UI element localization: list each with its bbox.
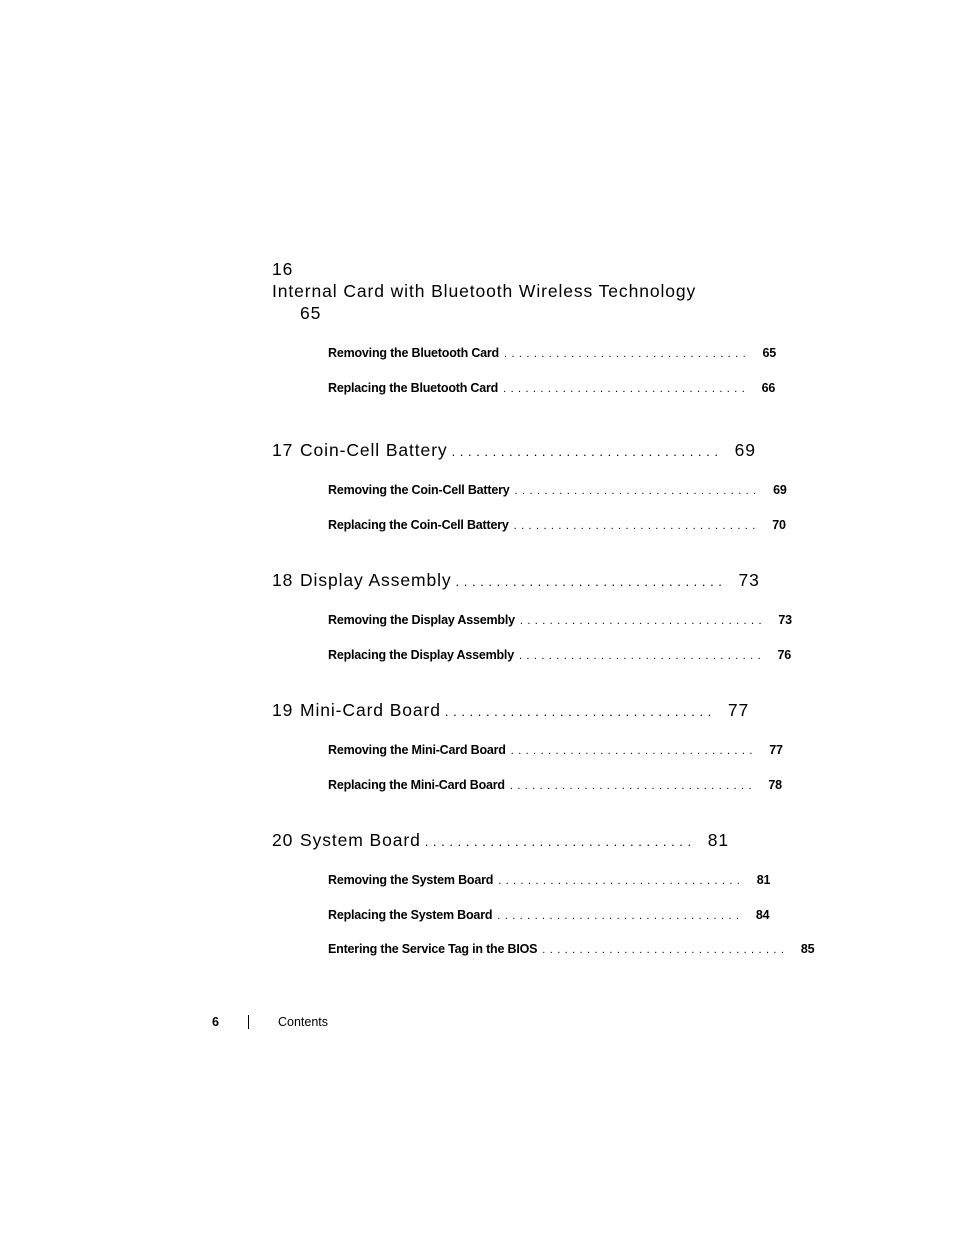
toc-chapter-link[interactable] [272, 258, 722, 324]
toc-section-link[interactable] [328, 733, 783, 768]
chapter-page: 69 [734, 440, 756, 460]
toc-chapter-link[interactable] [272, 567, 760, 593]
dot-leader: ................................. [498, 875, 745, 887]
dot-leader: ................................. [518, 649, 766, 662]
section-page: 77 [769, 743, 783, 757]
toc-sections [328, 603, 792, 672]
toc-chapter-17 [272, 437, 787, 542]
toc-sections [328, 733, 783, 802]
chapter-title: Internal Card with Bluetooth Wireless Technology [272, 281, 697, 301]
dot-leader: ................................. [514, 485, 761, 497]
toc-section-link[interactable] [328, 473, 787, 508]
chapter-page: 77 [727, 700, 750, 720]
chapter-number: 17 [272, 440, 294, 460]
dot-leader: ................................. [503, 382, 750, 395]
toc-chapter-link[interactable] [272, 697, 750, 723]
footer-divider [248, 1015, 249, 1029]
dot-leader: ................................. [542, 944, 789, 956]
toc-chapter-19 [272, 697, 783, 802]
dot-leader: ................................. [519, 615, 766, 627]
toc-section-link[interactable] [328, 371, 776, 406]
toc-section-link[interactable] [328, 336, 777, 371]
toc-chapter-link[interactable] [272, 827, 729, 853]
toc-chapter-16 [272, 258, 777, 405]
toc-section-link[interactable] [328, 638, 792, 673]
toc-section-link[interactable] [328, 898, 770, 933]
section-page: 81 [756, 873, 771, 887]
dot-leader: ................................. [497, 909, 744, 922]
dot-leader: ................................. [424, 834, 696, 849]
dot-leader: ................................. [513, 519, 760, 532]
table-of-contents [272, 258, 815, 967]
section-title: Removing the System Board [328, 873, 494, 887]
dot-leader: ................................. [444, 704, 716, 719]
toc-section-link[interactable] [328, 768, 782, 803]
dot-leader: ................................. [510, 745, 757, 757]
chapter-title: Coin-Cell Battery [300, 440, 448, 460]
chapter-page: 81 [707, 830, 729, 850]
toc-section-link[interactable] [328, 508, 786, 543]
section-title: Removing the Bluetooth Card [328, 346, 499, 360]
section-page: 69 [773, 483, 787, 497]
page-number: 6 [212, 1015, 219, 1029]
dot-leader: ................................. [455, 574, 727, 589]
toc-chapter-link[interactable] [272, 437, 756, 463]
toc-section-link[interactable] [328, 863, 771, 898]
toc-sections [328, 336, 777, 405]
dot-leader: ................................. [504, 348, 751, 360]
footer-section-name: Contents [278, 1015, 329, 1029]
section-page: 70 [772, 517, 786, 532]
chapter-number: 19 [272, 700, 294, 720]
section-page: 78 [768, 777, 782, 792]
section-page: 76 [777, 647, 792, 662]
toc-sections [328, 863, 815, 967]
section-page: 84 [755, 907, 770, 922]
chapter-number: 20 [272, 830, 294, 850]
section-title: Removing the Mini-Card Board [328, 743, 506, 757]
chapter-number: 16 [272, 259, 294, 279]
dot-leader: ................................. [509, 779, 756, 792]
section-title: Replacing the System Board [328, 907, 493, 922]
section-page: 73 [778, 613, 792, 627]
section-page: 66 [761, 380, 776, 395]
section-title: Replacing the Coin-Cell Battery [328, 517, 509, 532]
section-title: Replacing the Mini-Card Board [328, 777, 505, 792]
toc-section-link[interactable] [328, 603, 792, 638]
chapter-number: 18 [272, 570, 294, 590]
section-title: Replacing the Bluetooth Card [328, 380, 499, 395]
section-title: Removing the Coin-Cell Battery [328, 483, 510, 497]
toc-chapter-18 [272, 567, 792, 672]
toc-section-link[interactable] [328, 932, 815, 967]
chapter-title: Mini-Card Board [300, 700, 441, 720]
page-footer [212, 1015, 328, 1029]
toc-chapter-20 [272, 827, 815, 967]
chapter-title: Display Assembly [300, 570, 452, 590]
chapter-title: System Board [300, 830, 421, 850]
section-title: Removing the Display Assembly [328, 613, 515, 627]
toc-sections [328, 473, 787, 542]
chapter-page: 65 [300, 303, 322, 323]
section-title: Entering the Service Tag in the BIOS [328, 942, 538, 956]
section-page: 65 [762, 346, 777, 360]
dot-leader: ................................. [451, 444, 723, 459]
section-title: Replacing the Display Assembly [328, 647, 514, 662]
chapter-page: 73 [738, 570, 760, 590]
section-page: 85 [800, 942, 815, 956]
